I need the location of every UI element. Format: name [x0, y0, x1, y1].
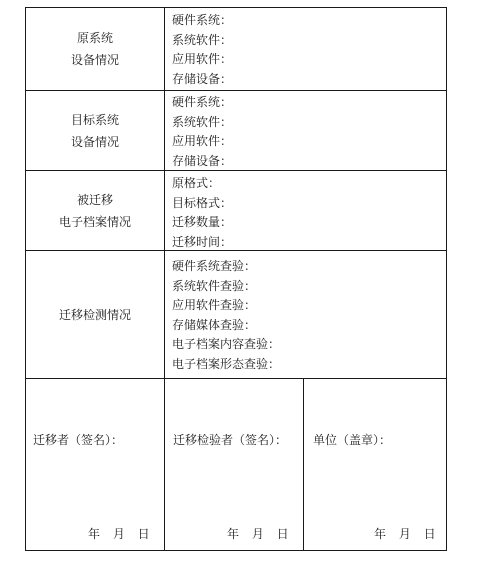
- field-label: 应用软件：: [172, 52, 233, 66]
- target-system-row: [26, 91, 446, 171]
- unit-seal-label: 单位（盖章）：: [313, 433, 392, 447]
- signature-row: [26, 379, 446, 550]
- row-header: [26, 171, 165, 250]
- source-system-row: [26, 8, 446, 91]
- field-list: [172, 257, 280, 374]
- row-header-line: 目标系统: [70, 112, 119, 127]
- migrator-signature-cell: [26, 379, 165, 550]
- row-header-line: 电子档案情况: [58, 214, 131, 229]
- field-label: 迁移数量：: [172, 215, 233, 229]
- row-header: [26, 251, 165, 378]
- field-label: 应用软件查验：: [172, 298, 257, 312]
- unit-seal-date: 年 月 日: [374, 527, 436, 541]
- unit-seal-cell: [304, 379, 446, 550]
- field-list: [172, 93, 232, 171]
- field-label: 目标格式：: [172, 195, 233, 210]
- field-label: 系统软件：: [172, 114, 233, 129]
- migrated-records-row: [26, 171, 446, 251]
- field-label: 原格式：: [172, 176, 221, 190]
- field-label: 系统软件：: [172, 32, 233, 47]
- field-list: [172, 174, 232, 252]
- row-header-line: 设备情况: [70, 53, 119, 67]
- migrator-signature-label: 迁移者（签名）：: [33, 433, 124, 447]
- field-label: 应用软件：: [172, 134, 233, 148]
- field-label: 迁移时间：: [172, 234, 233, 249]
- row-header: [26, 8, 165, 90]
- field-label: 存储设备：: [172, 153, 233, 168]
- inspector-signature-label: 迁移检验者（签名）：: [173, 433, 288, 447]
- field-label: 硬件系统查验：: [172, 259, 257, 273]
- field-label: 电子档案形态查验：: [172, 356, 281, 371]
- inspector-signature-cell: [165, 379, 304, 550]
- field-label: 硬件系统：: [172, 13, 233, 27]
- field-label: 存储设备：: [172, 71, 233, 86]
- row-header-line: 设备情况: [70, 134, 119, 149]
- row-header: [26, 91, 165, 170]
- inspector-signature-date: 年 月 日: [227, 527, 289, 541]
- field-label: 电子档案内容查验：: [172, 337, 281, 351]
- migrator-signature-date: 年 月 日: [88, 527, 150, 541]
- field-list: [172, 11, 232, 89]
- field-label: 硬件系统：: [172, 95, 233, 109]
- row-header-line: 迁移检测情况: [58, 307, 131, 322]
- migration-check-row: [26, 251, 446, 379]
- row-header-line: 被迁移: [76, 192, 113, 207]
- field-label: 存储媒体查验：: [172, 317, 257, 332]
- migration-record-form: [25, 7, 447, 551]
- row-header-line: 原系统: [76, 31, 113, 45]
- field-label: 系统软件查验：: [172, 278, 257, 293]
